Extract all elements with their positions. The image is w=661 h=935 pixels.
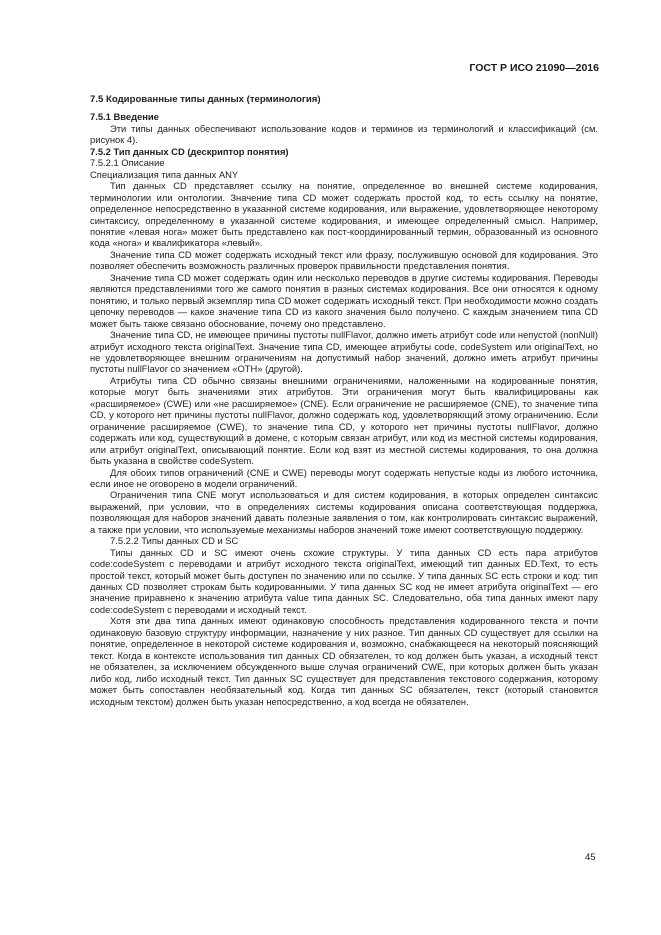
paragraph: Эти типы данных обеспечивают использование кодов и терминов из терминологий и классификаций (см. рисунок 4). (90, 122, 598, 146)
section-7-5-1-title: 7.5.1 Введение (90, 111, 159, 123)
specialization-line: Специализация типа данных ANY (90, 168, 239, 180)
standard-header: ГОСТ Р ИСО 21090—2016 (469, 62, 599, 74)
paragraph: Значение типа CD может содержать исходный текст или фразу, послужившую основой для кодирования. Это позволяет обеспечить возможность различных проверок правильности представления понятия. (90, 248, 598, 272)
section-7-5-2-1-title: 7.5.2.1 Описание (90, 157, 165, 169)
paragraph: Тип данных CD представляет ссылку на понятие, определенное во внешней системе кодирования, терминологии или онтологии. Значение типа CD может содержать простой код, то есть ссылку на понятие, определенное непосредственно в указанной системе кодирования, или выражение, удовлетворяющее некоторому синтаксису, определенному в указанной системе кодирования, и имеющее определенный смысл. Например, понятие «левая нога» может быть представлено как пост-координированный термин, образованный из основного кода «нога» и квалификатора «левый». (90, 180, 598, 249)
section-7-5-2-2-title: 7.5.2.2 Типы данных CD и SC (110, 535, 239, 547)
paragraph: Хотя эти два типа данных имеют одинаковую способность представления кодированного текста и почти одинаковую базовую структуру информации, назначение у них разное. Тип данных CD существует для ссылки на понятие, определенное в некоторой системе кодирования и, возможно, снабжающееся на некоторый поясняющий текст. Когда в контексте использования тип данных CD обязателен, то код должен быть указан, а исходный текст не обязателен, за исключением обсужденного выше случая ограничений CWE, при которых должен быть указан либо код, либо исходный текст. Тип данных SC существует для представления текстового содержания, которому может быть сопоставлен необязательный код. Когда тип данных SC обязателен, текст (который становится исходным текстом) должен быть указан непосредственно, а код всегда не обязателен. (90, 615, 598, 707)
paragraph: Значение типа CD может содержать один или несколько переводов в другие системы кодирования. Переводы являются представлениями того же самого понятия в разных системах кодирования. Все они относятся к одному понятию, и только первый экземпляр типа CD может содержать исходный текст. При необходимости можно создать цепочку переводов — какое значение типа CD из какого значения было получено. С каждым значением типа CD может быть также связано обоснование, почему оно представлено. (90, 271, 598, 329)
document-body (90, 94, 598, 707)
paragraph: Типы данных CD и SC имеют очень схожие структуры. У типа данных CD есть пара атрибутов code:codeSystem с переводами и атрибут исходного текста originalText, имеющий тип данных ED.Text, то есть простой текст, который может быть доступен по значению или по ссылке. У типа данных SC есть строки и код: тип данных CD позволяет строкам быть кодированными. У типа данных SC код не имеет атрибута originalText — его значение приравнено к значению атрибута value типа данных SC. Следовательно, оба типа данных имеют пару code:codeSystem с переводами и исходный текст. (90, 546, 598, 615)
paragraph: Атрибуты типа CD обычно связаны внешними ограничениями, наложенными на кодированные понятия, которые могут быть значениями этих атрибутов. Эти ограничения могут быть квалифицированы как «расширяемое» (CWE) или «не расширяемое» (CNE). Если ограничение не расширяемое (CNE), то значение типа CD, у которого нет причины пустоты nullFlavor, должно содержать код, удовлетворяющий этому ограничению. Если ограничение расширяемое (CWE), то значение типа CD, у которого нет причины пустоты nullFlavor, должно содержать или код, существующий в домене, с которым связан атрибут, или код из местной системы кодирования, или атрибут originalText, описывающий понятие. Если код взят из местной системы кодирования, то она должна быть указана в свойстве codeSystem. (90, 374, 598, 467)
section-7-5-title: 7.5 Кодированные типы данных (терминология) (90, 94, 321, 105)
page-number: 45 (585, 852, 596, 863)
paragraph: Ограничения типа CNE могут использоваться и для систем кодирования, в которых определен синтаксис выражений, при условии, что в определениях системы кодирования описана соответствующая поддержка, позволяющая для наборов значений давать полезные заявления о том, как контролировать синтаксис выражений, а также при условии, что используемые механизмы наборов значений тоже имеют соответствующую поддержку. (90, 489, 598, 535)
paragraph: Значение типа CD, не имеющее причины пустоты nullFlavor, должно иметь атрибут code или непустой (nonNull) атрибут исходного текста originalText. Значение типа CD, имеющее атрибуты code, codeSystem или originalText, но не удовлетворяющее внешним ограничениям на допустимый набор значений, должно иметь атрибут причины пустоты nullFlavor со значением «OTH» (другой). (90, 329, 598, 375)
paragraph: Для обоих типов ограничений (CNE и CWE) переводы могут содержать непустые коды из любого источника, если иное не оговорено в модели ограничений. (90, 466, 598, 489)
section-7-5-2-title: 7.5.2 Тип данных CD (дескриптор понятия) (90, 145, 289, 157)
